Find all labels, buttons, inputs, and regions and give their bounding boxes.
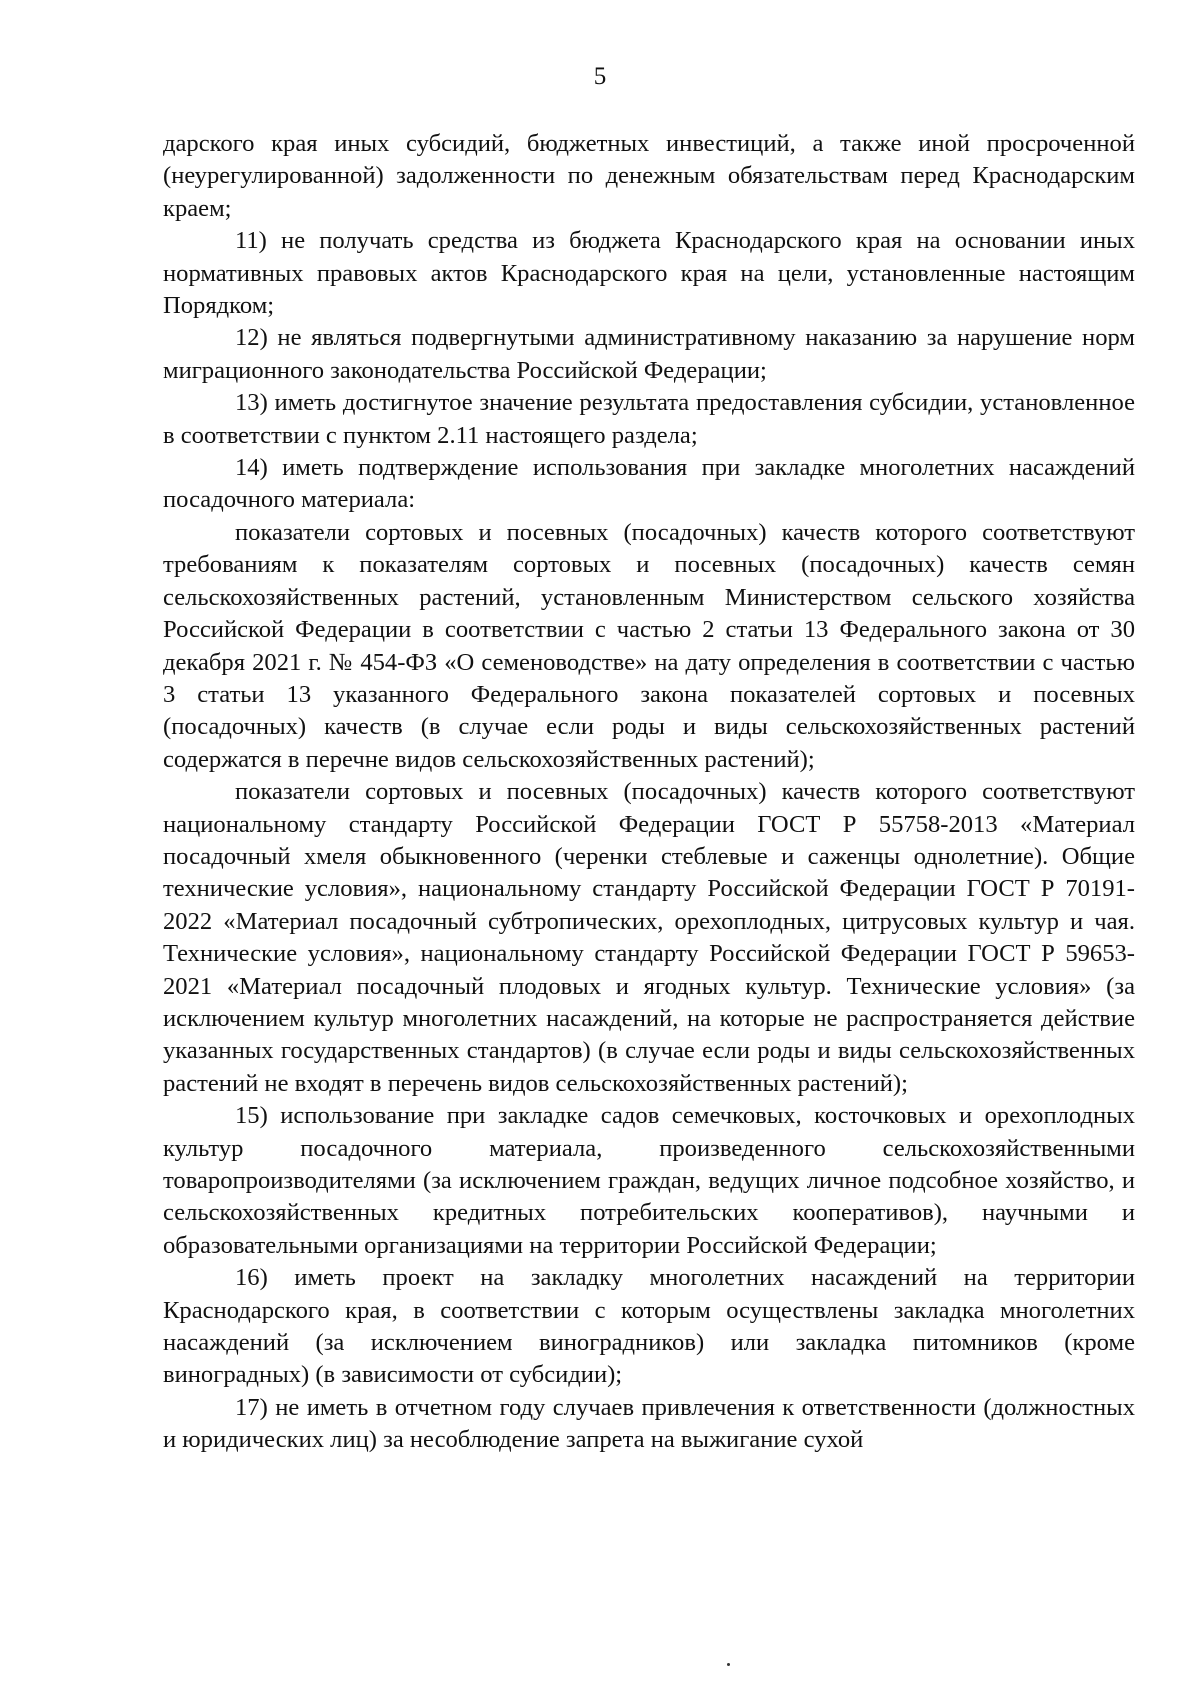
paragraph-item-12: 12) не являться подвергнутыми административному наказанию за нарушение норм миграционного законодательства Российской Федерации; [163,324,1135,384]
paragraph-item-13: 13) иметь достигнутое значение результата предоставления субсидии, установленное в соответствии с пунктом 2.11 настоящего раздела; [163,389,1135,449]
paragraph-item-15: 15) использование при закладке садов семечковых, косточковых и орехоплодных культур посадочного материала, произведенного сельскохозяйственными товаропроизводителями (за исключением граждан, ведущих личное подсобное хозяйство, и сельскохозяйственных кредитных потребительских кооперативов), научными и образовательными организациями на территории Российской Федерации; [163,1102,1135,1259]
scan-artifact-dot [727,1663,730,1666]
paragraph-continuation: дарского края иных субсидий, бюджетных инвестиций, а также иной просроченной (неурегулированной) задолженности по денежным обязательствам перед Краснодарским краем; [163,130,1135,222]
paragraph-item-16: 16) иметь проект на закладку многолетних насаждений на территории Краснодарского края, в соответствии с которым осуществлены закладка многолетних насаждений (за исключением виноградников) или закладка питомников (кроме виноградных) (в зависимости от субсидии); [163,1264,1135,1389]
paragraph-item-14-sub-2: показатели сортовых и посевных (посадочных) качеств которого соответствуют национальному стандарту Российской Федерации ГОСТ Р 55758-2013 «Материал посадочный хмеля обыкновенного (черенки стеблевые и саженцы однолетние). Общие технические условия», национальному стандарту Российской Федерации ГОСТ Р 70191-2022 «Материал посадочный субтропических, орехоплодных, цитрусовых культур и чая. Технические условия», национальному стандарту Российской Федерации ГОСТ Р 59653-2021 «Материал посадочный плодовых и ягодных культур. Технические условия» (за исключением культур многолетних насаждений, на которые не распространяется действие указанных государственных стандартов) (в случае если роды и виды сельскохозяйственных растений не входят в перечень видов сельскохозяйственных растений); [163,778,1135,1097]
paragraph-item-11: 11) не получать средства из бюджета Краснодарского края на основании иных нормативных правовых актов Краснодарского края на цели, установленные настоящим Порядком; [163,227,1135,320]
document-body [163,128,1135,1457]
paragraph-item-17: 17) не иметь в отчетном году случаев привлечения к ответственности (должностных и юридических лиц) за несоблюдение запрета на выжигание сухой [163,1393,1135,1454]
paragraph-item-14: 14) иметь подтверждение использования при закладке многолетних насаждений посадочного материала: [163,454,1135,514]
page-number: 5 [593,63,607,90]
paragraph-item-14-sub-1: показатели сортовых и посевных (посадочных) качеств которого соответствуют требованиям к показателям сортовых и посевных (посадочных) качеств семян сельскохозяйственных растений, установленным Министерством сельского хозяйства Российской Федерации в соответствии с частью 2 статьи 13 Федерального закона от 30 декабря 2021 г. № 454-ФЗ «О семеноводстве» на дату определения в соответствии с частью 3 статьи 13 указанного Федерального закона показателей сортовых и посевных (посадочных) качеств (в случае если роды и виды сельскохозяйственных растений содержатся в перечне видов сельскохозяйственных растений); [163,518,1135,773]
